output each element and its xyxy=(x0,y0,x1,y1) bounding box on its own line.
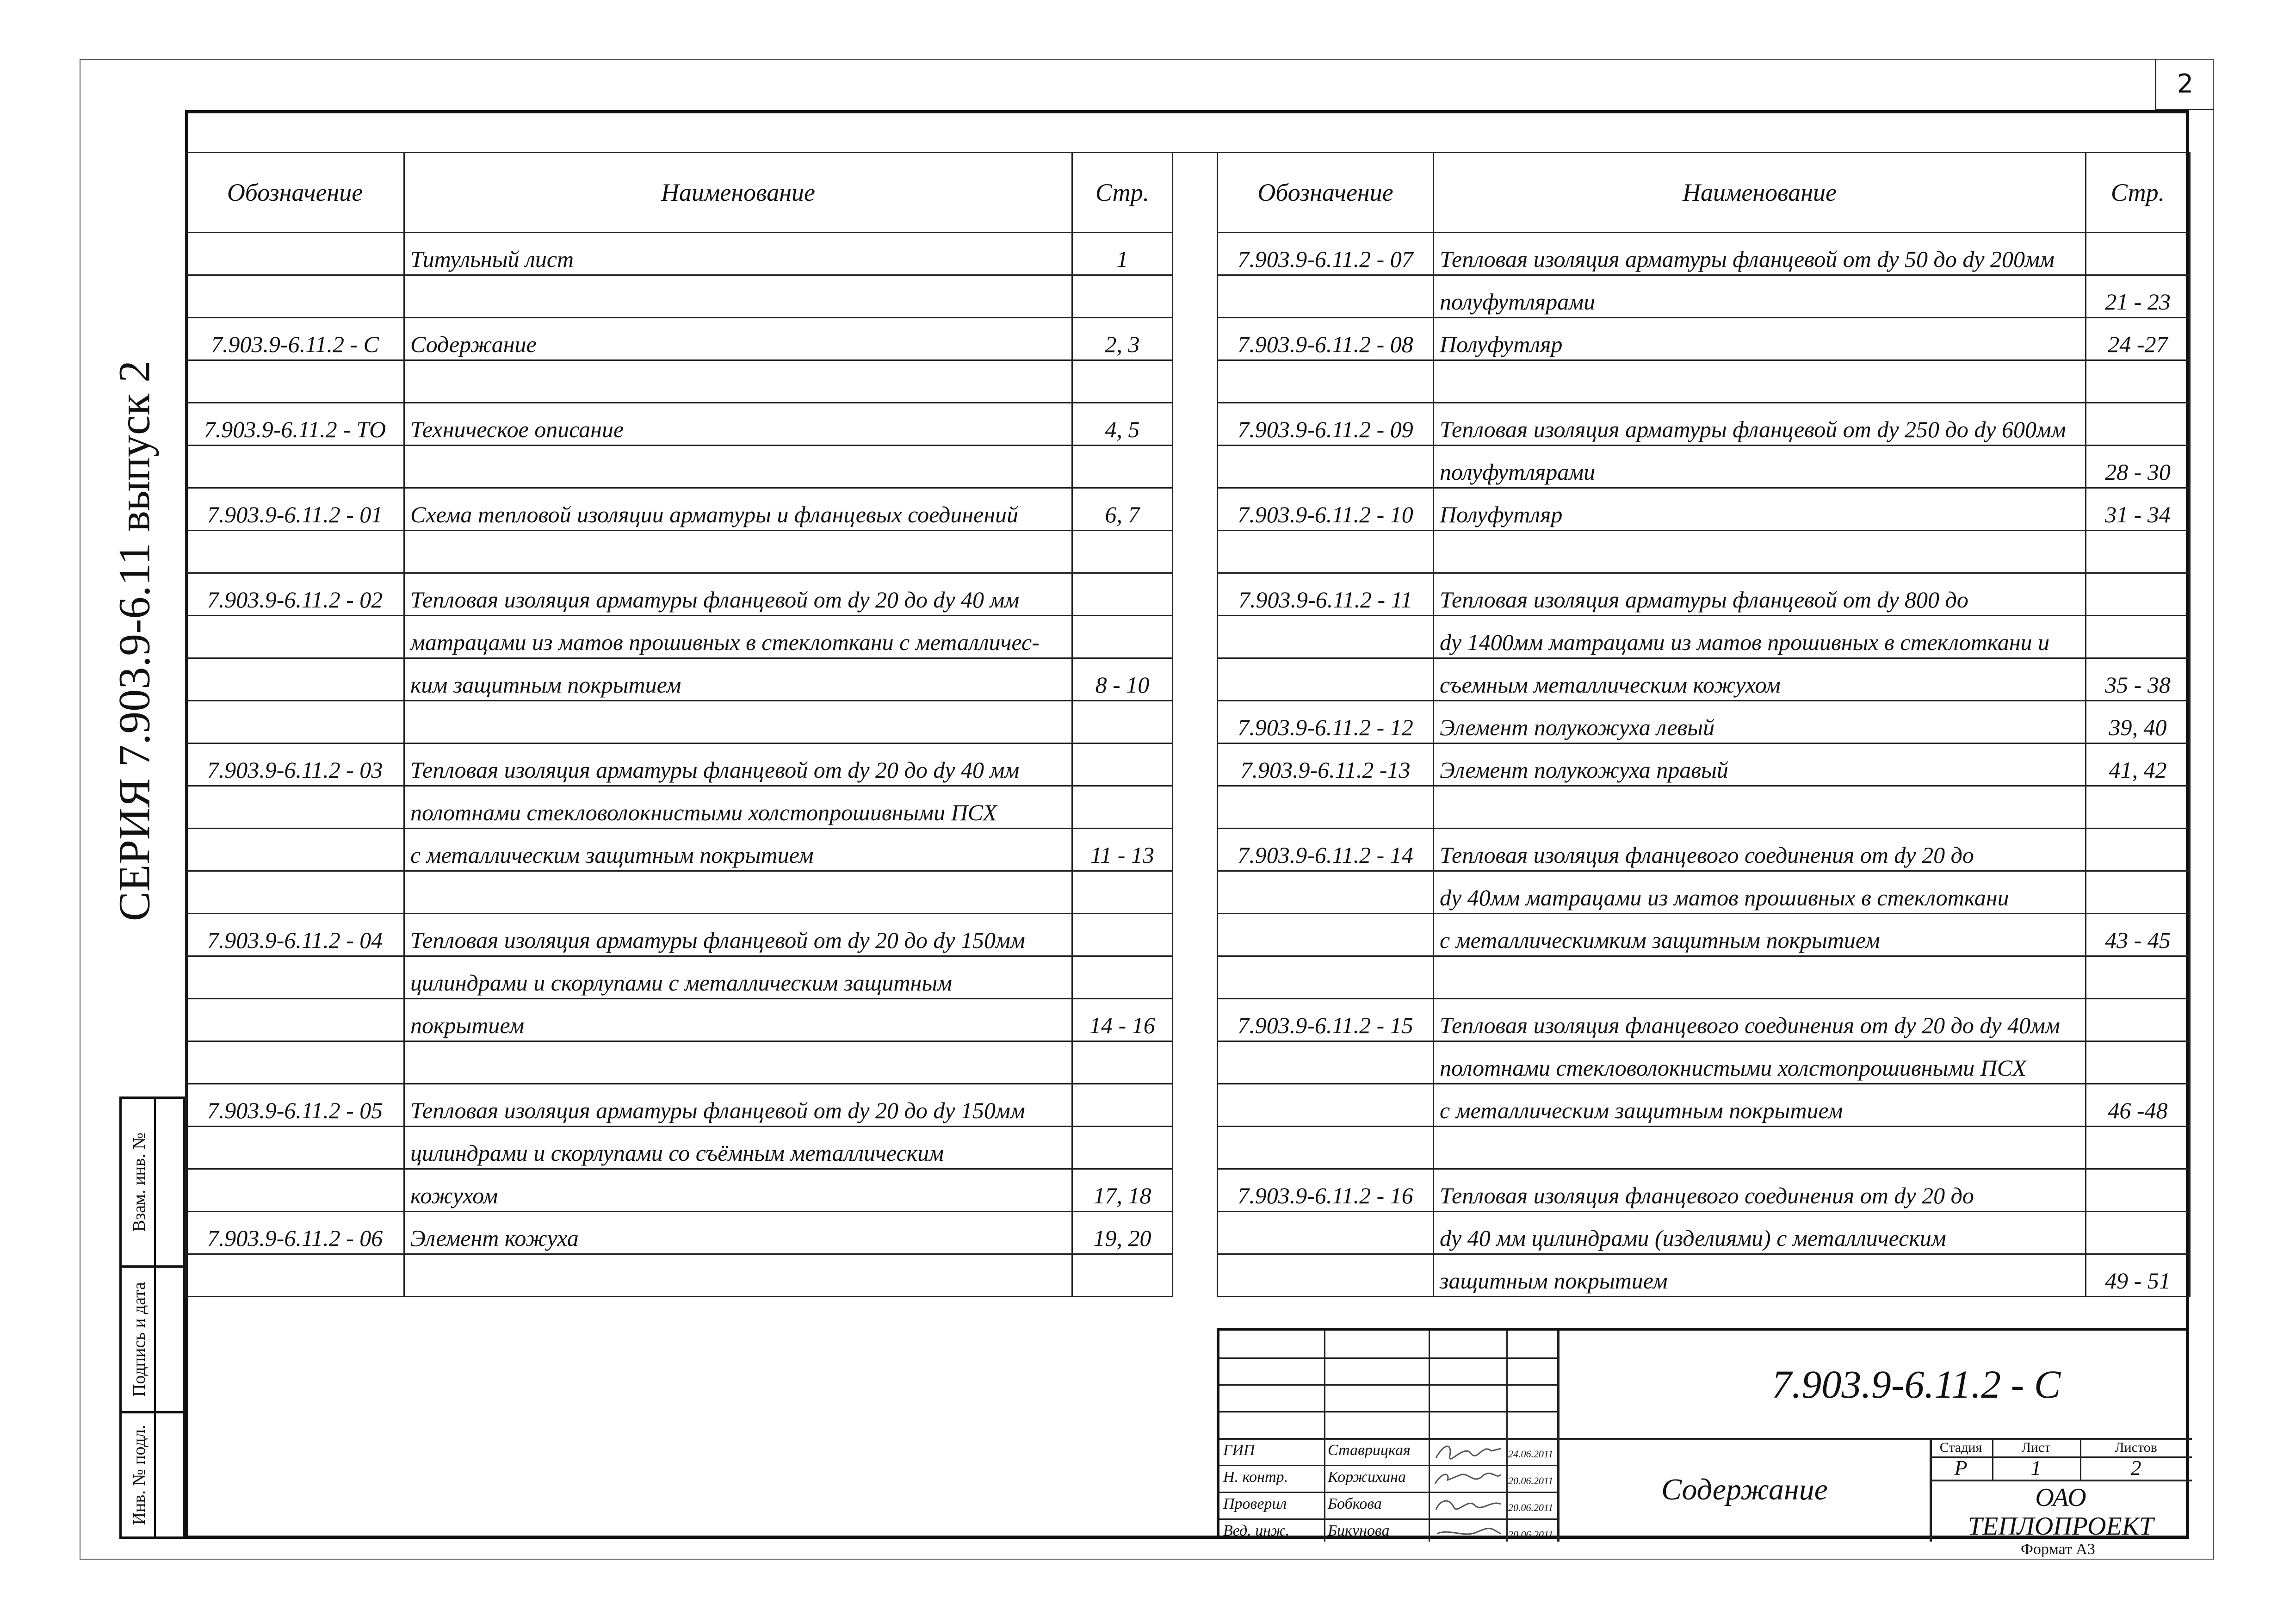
row-designation: 7.903.9-6.11.2 - 10 xyxy=(1218,488,1434,531)
table-row xyxy=(1218,531,2190,573)
header-page: Стр. xyxy=(2086,153,2190,233)
format-label: Формат А3 xyxy=(2021,1541,2095,1558)
side-strip-inv xyxy=(119,1411,185,1539)
signer-role: Вед. инж. xyxy=(1223,1522,1290,1539)
row-designation xyxy=(186,1169,404,1212)
row-name: полуфутлярами xyxy=(1434,275,2086,318)
row-name: кожухом xyxy=(404,1169,1072,1212)
row-designation: 7.903.9-6.11.2 - 16 xyxy=(1218,1169,1434,1212)
row-designation xyxy=(1218,1041,1434,1084)
table-row xyxy=(1218,786,2190,829)
row-designation xyxy=(1218,1212,1434,1254)
row-designation: 7.903.9-6.11.2 - 15 xyxy=(1218,999,1434,1041)
row-name xyxy=(1434,956,2086,999)
table-row xyxy=(1218,318,2190,360)
row-page: 39, 40 xyxy=(2086,701,2190,743)
row-page xyxy=(2086,1127,2190,1169)
table-row xyxy=(1218,999,2190,1041)
signer-name: Бобкова xyxy=(1328,1495,1382,1512)
table-row xyxy=(186,701,1173,743)
row-designation: 7.903.9-6.11.2 - 14 xyxy=(1218,829,1434,871)
table-row xyxy=(1218,446,2190,488)
row-name: Тепловая изоляция арматуры фланцевой от dy 50 до dy 200мм xyxy=(1434,233,2086,275)
row-name: полотнами стекловолокнистыми холстопрошивными ПСХ xyxy=(404,786,1072,829)
row-designation xyxy=(1218,956,1434,999)
table-row xyxy=(1218,573,2190,616)
signer-date: 24.06.2011 xyxy=(1508,1448,1553,1460)
document-code: 7.903.9-6.11.2 - С xyxy=(1771,1362,2061,1406)
row-name: Полуфутляр xyxy=(1434,318,2086,360)
table-row xyxy=(1218,743,2190,786)
row-name: Схема тепловой изоляции арматуры и фланцевых соединений xyxy=(404,488,1072,531)
row-page: 2, 3 xyxy=(1072,318,1173,360)
row-name: Тепловая изоляция фланцевого соединения от dy 20 до xyxy=(1434,829,2086,871)
row-page xyxy=(1072,531,1173,573)
row-page xyxy=(2086,403,2190,446)
row-page xyxy=(1072,1041,1173,1084)
row-designation xyxy=(186,1041,404,1084)
row-name xyxy=(404,360,1072,403)
document-title: Содержание xyxy=(1661,1473,1828,1506)
row-designation xyxy=(186,616,404,658)
row-designation xyxy=(186,1127,404,1169)
row-designation: 7.903.9-6.11.2 - 02 xyxy=(186,573,404,616)
table-row xyxy=(186,743,1173,786)
signer-role: ГИП xyxy=(1223,1442,1255,1459)
table-row xyxy=(186,446,1173,488)
handwritten-signature xyxy=(1431,1466,1505,1490)
row-name: полотнами стекловолокнистыми холстопрошивными ПСХ xyxy=(1434,1041,2086,1084)
row-designation xyxy=(186,786,404,829)
row-name xyxy=(404,1041,1072,1084)
row-page xyxy=(2086,1212,2190,1254)
row-designation xyxy=(186,275,404,318)
table-row xyxy=(1218,1084,2190,1127)
row-designation xyxy=(186,701,404,743)
row-name: Тепловая изоляция фланцевого соединения от dy 20 до xyxy=(1434,1169,2086,1212)
table-row xyxy=(1218,1127,2190,1169)
row-page xyxy=(1072,275,1173,318)
row-page: 19, 20 xyxy=(1072,1212,1173,1254)
sheet-value: 1 xyxy=(2030,1456,2042,1480)
row-name: Содержание xyxy=(404,318,1072,360)
side-strip-podpis xyxy=(119,1265,185,1413)
table-row xyxy=(186,1169,1173,1212)
row-designation: 7.903.9-6.11.2 - 04 xyxy=(186,914,404,956)
row-designation: 7.903.9-6.11.2 -13 xyxy=(1218,743,1434,786)
row-designation xyxy=(1218,1254,1434,1297)
table-row xyxy=(186,871,1173,914)
row-name: полуфутлярами xyxy=(1434,446,2086,488)
row-name xyxy=(404,275,1072,318)
row-designation xyxy=(1218,360,1434,403)
row-page xyxy=(2086,360,2190,403)
handwritten-signature xyxy=(1431,1493,1505,1517)
table-row xyxy=(186,786,1173,829)
row-name: покрытием xyxy=(404,999,1072,1041)
row-name xyxy=(1434,1127,2086,1169)
signer-date: 20.06.2011 xyxy=(1508,1529,1553,1540)
row-name: Тепловая изоляция арматуры фланцевой от dy 20 до dy 40 мм xyxy=(404,743,1072,786)
signer-date: 20.06.2011 xyxy=(1508,1502,1553,1513)
row-page: 11 - 13 xyxy=(1072,829,1173,871)
row-designation: 7.903.9-6.11.2 - 09 xyxy=(1218,403,1434,446)
sheets-value: 2 xyxy=(2130,1456,2141,1480)
side-label-inv: Инв. № подл. xyxy=(130,1425,149,1525)
contents-table-right xyxy=(1217,152,2191,1297)
signer-name: Бикунова xyxy=(1328,1522,1390,1539)
row-name: dy 40 мм цилиндрами (изделиями) с металлическим xyxy=(1434,1212,2086,1254)
row-name: Полуфутляр xyxy=(1434,488,2086,531)
table-row xyxy=(1218,871,2190,914)
row-designation xyxy=(1218,446,1434,488)
row-page: 31 - 34 xyxy=(2086,488,2190,531)
row-page: 41, 42 xyxy=(2086,743,2190,786)
row-page xyxy=(2086,786,2190,829)
table-row xyxy=(186,829,1173,871)
row-name: съемным металлическим кожухом xyxy=(1434,658,2086,701)
row-name: Элемент полукожуха правый xyxy=(1434,743,2086,786)
row-page: 8 - 10 xyxy=(1072,658,1173,701)
table-row xyxy=(186,488,1173,531)
row-designation xyxy=(1218,1127,1434,1169)
row-name: dy 40мм матрацами из матов прошивных в стеклоткани xyxy=(1434,871,2086,914)
row-page xyxy=(2086,233,2190,275)
row-name xyxy=(404,701,1072,743)
side-strip-vzam xyxy=(119,1096,185,1268)
row-name: Тепловая изоляция арматуры фланцевой от dy 20 до dy 40 мм xyxy=(404,573,1072,616)
row-page: 35 - 38 xyxy=(2086,658,2190,701)
row-name: ким защитным покрытием xyxy=(404,658,1072,701)
table-row xyxy=(186,616,1173,658)
row-page xyxy=(2086,999,2190,1041)
contents-table-left xyxy=(185,152,1173,1297)
row-designation xyxy=(1218,275,1434,318)
table-row xyxy=(186,914,1173,956)
row-page: 24 -27 xyxy=(2086,318,2190,360)
signer-role: Проверил xyxy=(1223,1495,1287,1512)
row-name: матрацами из матов прошивных в стеклоткани с металличес- xyxy=(404,616,1072,658)
side-label-podpis: Подпись и дата xyxy=(130,1282,149,1397)
row-name: Тепловая изоляция арматуры фланцевой от dy 20 до dy 150мм xyxy=(404,914,1072,956)
table-row xyxy=(186,1254,1173,1297)
row-page xyxy=(1072,360,1173,403)
table-row xyxy=(186,403,1173,446)
row-page xyxy=(2086,1041,2190,1084)
series-title: СЕРИЯ 7.903.9-6.11 выпуск 2 xyxy=(109,360,159,922)
row-name: Техническое описание xyxy=(404,403,1072,446)
row-designation: 7.903.9-6.11.2 - 12 xyxy=(1218,701,1434,743)
handwritten-signature xyxy=(1431,1439,1505,1463)
signer-name: Коржихина xyxy=(1328,1468,1406,1486)
table-row xyxy=(1218,914,2190,956)
row-designation: 7.903.9-6.11.2 - 05 xyxy=(186,1084,404,1127)
row-name: с металлическим защитным покрытием xyxy=(1434,1084,2086,1127)
table-row xyxy=(186,658,1173,701)
row-page xyxy=(1072,446,1173,488)
table-row xyxy=(1218,1254,2190,1297)
header-name: Наименование xyxy=(404,153,1072,233)
signer-role: Н. контр. xyxy=(1223,1468,1288,1486)
row-page: 46 -48 xyxy=(2086,1084,2190,1127)
row-designation xyxy=(1218,871,1434,914)
row-designation xyxy=(1218,616,1434,658)
table-row xyxy=(186,956,1173,999)
sheet-header: Лист xyxy=(2021,1440,2051,1455)
row-designation xyxy=(186,999,404,1041)
table-row xyxy=(186,1041,1173,1084)
row-name: Титульный лист xyxy=(404,233,1072,275)
table-row xyxy=(1218,658,2190,701)
signer-date: 20.06.2011 xyxy=(1508,1475,1553,1487)
row-name: цилиндрами и скорлупами с металлическим защитным xyxy=(404,956,1072,999)
row-name: с металлическимким защитным покрытием xyxy=(1434,914,2086,956)
table-row xyxy=(1218,829,2190,871)
row-designation xyxy=(186,871,404,914)
row-page xyxy=(2086,956,2190,999)
table-row xyxy=(1218,360,2190,403)
header-page: Стр. xyxy=(1072,153,1173,233)
org-line-1: ОАО xyxy=(2035,1483,2086,1512)
row-designation xyxy=(1218,786,1434,829)
row-designation xyxy=(1218,658,1434,701)
row-name: Тепловая изоляция арматуры фланцевой от dy 20 до dy 150мм xyxy=(404,1084,1072,1127)
row-designation: 7.903.9-6.11.2 - 11 xyxy=(1218,573,1434,616)
row-name: dy 1400мм матрацами из матов прошивных в стеклоткани и xyxy=(1434,616,2086,658)
row-page xyxy=(1072,871,1173,914)
row-name xyxy=(404,1254,1072,1297)
row-designation: 7.903.9-6.11.2 - 06 xyxy=(186,1212,404,1254)
table-row xyxy=(186,1084,1173,1127)
row-name xyxy=(1434,786,2086,829)
row-page: 6, 7 xyxy=(1072,488,1173,531)
row-page: 1 xyxy=(1072,233,1173,275)
sheets-header: Листов xyxy=(2115,1440,2157,1455)
row-designation xyxy=(186,360,404,403)
row-name: цилиндрами и скорлупами со съёмным металлическим xyxy=(404,1127,1072,1169)
table-row xyxy=(186,531,1173,573)
row-name: Тепловая изоляция фланцевого соединения от dy 20 до dy 40мм xyxy=(1434,999,2086,1041)
org-line-2: ТЕПЛОПРОЕКТ xyxy=(1968,1512,2154,1541)
row-name: Элемент кожуха xyxy=(404,1212,1072,1254)
row-page xyxy=(1072,786,1173,829)
table-row xyxy=(1218,1169,2190,1212)
row-designation xyxy=(1218,531,1434,573)
row-name: Тепловая изоляция арматуры фланцевой от dy 800 до xyxy=(1434,573,2086,616)
table-row xyxy=(1218,616,2190,658)
row-designation xyxy=(1218,914,1434,956)
row-name: Тепловая изоляция арматуры фланцевой от dy 250 до dy 600мм xyxy=(1434,403,2086,446)
table-row xyxy=(1218,233,2190,275)
header-designation: Обозначение xyxy=(1218,153,1434,233)
side-label-vzam: Взам. инв. № xyxy=(130,1132,149,1232)
row-page xyxy=(2086,1169,2190,1212)
row-designation xyxy=(186,956,404,999)
signer-name: Ставрицкая xyxy=(1328,1442,1411,1459)
stage-header: Стадия xyxy=(1939,1440,1982,1455)
page-number: 2 xyxy=(2155,59,2214,110)
row-designation xyxy=(1218,1084,1434,1127)
row-designation: 7.903.9-6.11.2 - 07 xyxy=(1218,233,1434,275)
row-name xyxy=(1434,360,2086,403)
row-designation: 7.903.9-6.11.2 - 03 xyxy=(186,743,404,786)
row-page xyxy=(1072,956,1173,999)
row-page: 28 - 30 xyxy=(2086,446,2190,488)
row-page xyxy=(1072,573,1173,616)
row-page xyxy=(1072,1254,1173,1297)
row-page xyxy=(1072,701,1173,743)
table-row xyxy=(186,233,1173,275)
row-designation: 7.903.9-6.11.2 - 01 xyxy=(186,488,404,531)
table-row xyxy=(1218,1041,2190,1084)
row-designation xyxy=(186,829,404,871)
table-row xyxy=(1218,275,2190,318)
handwritten-signature xyxy=(1431,1520,1505,1544)
row-page xyxy=(1072,1084,1173,1127)
table-row xyxy=(1218,956,2190,999)
row-designation: 7.903.9-6.11.2 - 08 xyxy=(1218,318,1434,360)
row-page: 49 - 51 xyxy=(2086,1254,2190,1297)
header-name: Наименование xyxy=(1434,153,2086,233)
row-designation xyxy=(186,1254,404,1297)
row-name xyxy=(404,531,1072,573)
row-designation xyxy=(186,658,404,701)
row-page xyxy=(1072,914,1173,956)
row-name: защитным покрытием xyxy=(1434,1254,2086,1297)
table-row xyxy=(186,573,1173,616)
row-name: с металлическим защитным покрытием xyxy=(404,829,1072,871)
table-row xyxy=(1218,1212,2190,1254)
row-name xyxy=(1434,531,2086,573)
row-page xyxy=(2086,616,2190,658)
row-page xyxy=(1072,616,1173,658)
table-row xyxy=(1218,701,2190,743)
table-row xyxy=(186,275,1173,318)
header-designation: Обозначение xyxy=(186,153,404,233)
table-row xyxy=(1218,403,2190,446)
row-page xyxy=(1072,743,1173,786)
table-row xyxy=(1218,488,2190,531)
row-page xyxy=(1072,1127,1173,1169)
row-name: Элемент полукожуха левый xyxy=(1434,701,2086,743)
table-row xyxy=(186,999,1173,1041)
row-designation: 7.903.9-6.11.2 - С xyxy=(186,318,404,360)
title-block xyxy=(1217,1328,2189,1539)
row-name xyxy=(404,871,1072,914)
row-page: 43 - 45 xyxy=(2086,914,2190,956)
row-designation xyxy=(186,233,404,275)
row-page xyxy=(2086,531,2190,573)
row-designation: 7.903.9-6.11.2 - ТО xyxy=(186,403,404,446)
row-designation xyxy=(186,531,404,573)
row-page xyxy=(2086,871,2190,914)
row-page: 4, 5 xyxy=(1072,403,1173,446)
table-row xyxy=(186,318,1173,360)
row-page xyxy=(2086,829,2190,871)
row-name xyxy=(404,446,1072,488)
row-page: 14 - 16 xyxy=(1072,999,1173,1041)
table-row xyxy=(186,360,1173,403)
row-page: 21 - 23 xyxy=(2086,275,2190,318)
stage-value: Р xyxy=(1954,1456,1968,1480)
row-page: 17, 18 xyxy=(1072,1169,1173,1212)
table-row xyxy=(186,1127,1173,1169)
row-page xyxy=(2086,573,2190,616)
row-designation xyxy=(186,446,404,488)
table-row xyxy=(186,1212,1173,1254)
